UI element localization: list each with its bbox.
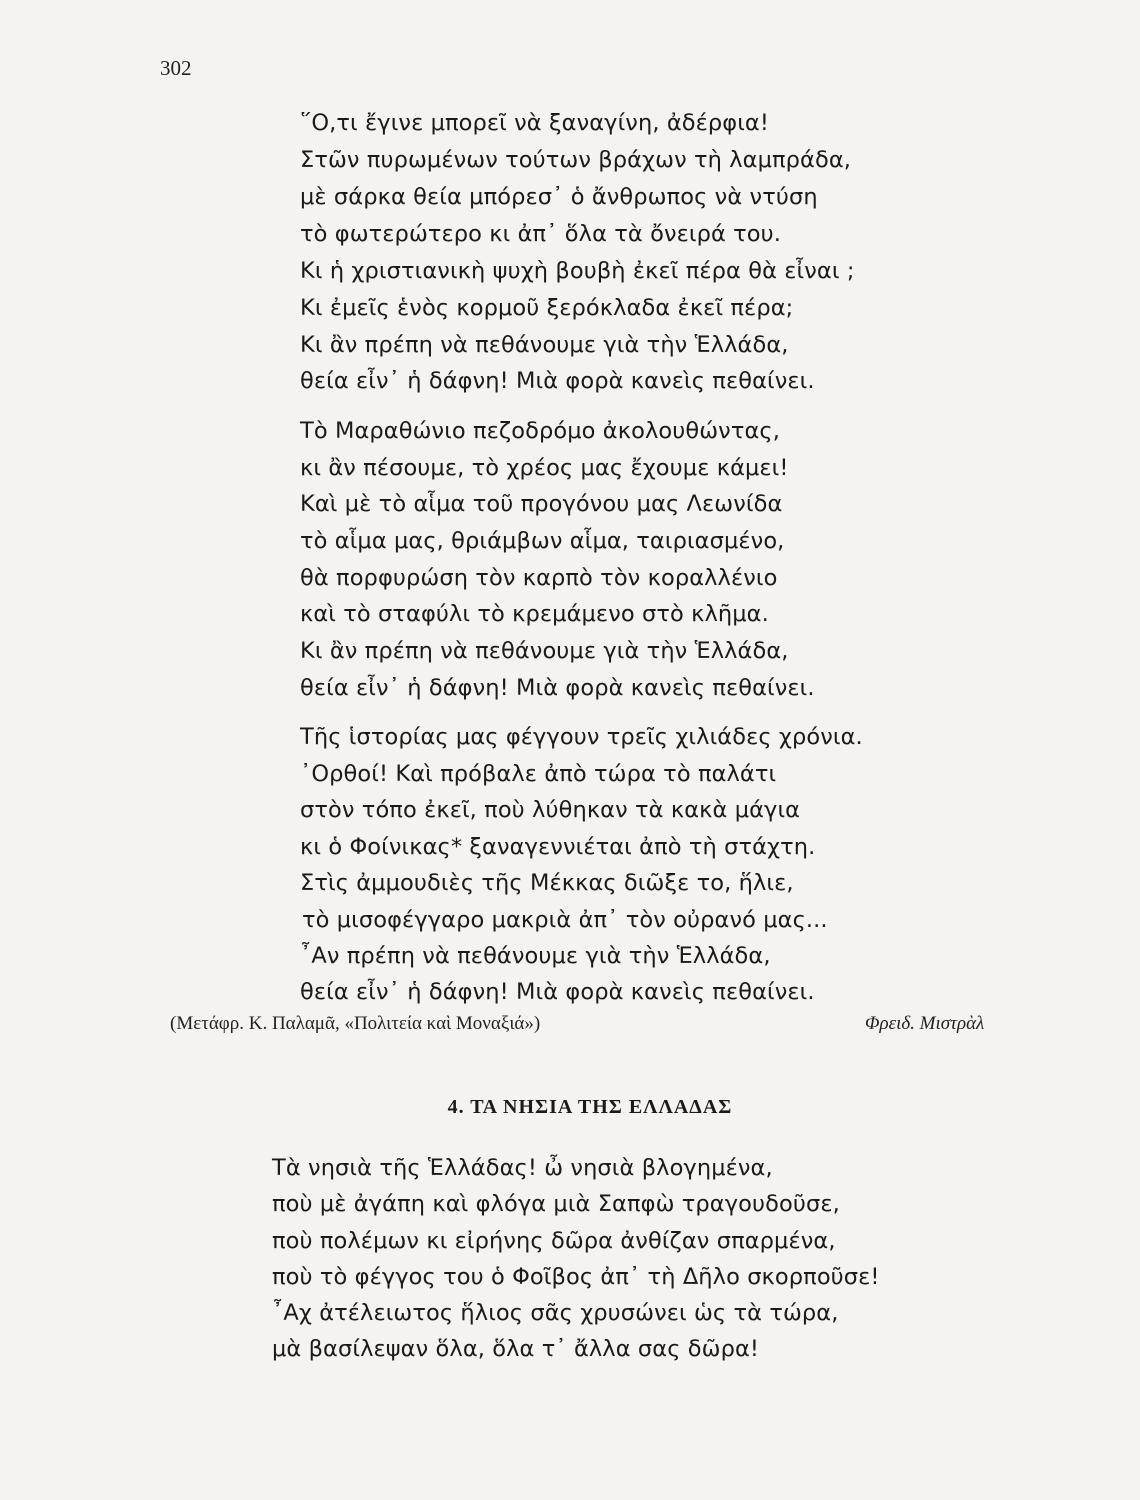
poem-line: ῞Ο,τι ἔγινε μπορεῖ νὰ ξαναγίνη, ἀδέρφια!: [300, 110, 769, 136]
poem-line: Κι ἡ χριστιανικὴ ψυχὴ βουβὴ ἐκεῖ πέρα θὰ εἶναι ;: [300, 258, 855, 284]
poem-line: θεία εἶν᾽ ἡ δάφνη! Μιὰ φορὰ κανεὶς πεθαίνει.: [300, 979, 815, 1005]
section-poem-line: ποὺ μὲ ἀγάπη καὶ φλόγα μιὰ Σαπφὼ τραγουδοῦσε,: [272, 1191, 840, 1217]
poem-line: Κι ἂν πρέπη νὰ πεθάνουμε γιὰ τὴν Ἑλλάδα,: [300, 638, 789, 664]
section-heading: 4. ΤΑ ΝΗΣΙΑ ΤΗΣ ΕΛΛΑΔΑΣ: [447, 1096, 733, 1118]
poem-line: θὰ πορφυρώση τὸν καρπὸ τὸν κοραλλένιο: [300, 565, 778, 591]
translator-credit: (Μετάφρ. Κ. Παλαμᾶ, «Πολιτεία καὶ Μοναξιά»): [170, 1013, 541, 1034]
poem-line: Κι ἂν πρέπη νὰ πεθάνουμε γιὰ τὴν Ἑλλάδα,: [300, 332, 789, 358]
section-poem-line: ῏Αχ ἀτέλειωτος ἥλιος σᾶς χρυσώνει ὡς τὰ τώρα,: [272, 1300, 839, 1326]
poem-author: Φρειδ. Μιστρὰλ: [865, 1013, 985, 1034]
section-poem-line: ποὺ τὸ φέγγος του ὁ Φοῖβος ἀπ᾽ τὴ Δῆλο σκορποῦσε!: [272, 1264, 880, 1290]
poem-line: ῏Αν πρέπη νὰ πεθάνουμε γιὰ τὴν Ἑλλάδα,: [300, 943, 771, 969]
poem-line: μὲ σάρκα θεία μπόρεσ᾽ ὁ ἄνθρωπος νὰ ντύση: [300, 184, 818, 210]
poem-line: κι ἂν πέσουμε, τὸ χρέος μας ἔχουμε κάμει!: [300, 455, 789, 481]
poem-line: θεία εἶν᾽ ἡ δάφνη! Μιὰ φορὰ κανεὶς πεθαίνει.: [300, 368, 815, 394]
poem-line: Στὶς ἀμμουδιὲς τῆς Μέκκας διῶξε το, ἥλιε,: [300, 870, 794, 896]
section-poem-line: Τὰ νησιὰ τῆς Ἑλλάδας! ὦ νησιὰ βλογημένα,: [272, 1155, 773, 1181]
section-poem-line: ποὺ πολέμων κι εἰρήνης δῶρα ἀνθίζαν σπαρμένα,: [272, 1228, 836, 1254]
poem-line: καὶ τὸ σταφύλι τὸ κρεμάμενο στὸ κλῆμα.: [300, 601, 769, 627]
poem-line: τὸ αἷμα μας, θριάμβων αἷμα, ταιριασμένο,: [300, 528, 785, 554]
poem-line: ᾽Ορθοί! Καὶ πρόβαλε ἀπὸ τώρα τὸ παλάτι: [300, 761, 777, 787]
poem-line: στὸν τόπο ἐκεῖ, ποὺ λύθηκαν τὰ κακὰ μάγια: [300, 797, 801, 823]
poem-line: τὸ φωτερώτερο κι ἀπ᾽ ὅλα τὰ ὄνειρά του.: [300, 221, 782, 247]
poem-line: Κι ἐμεῖς ἑνὸς κορμοῦ ξερόκλαδα ἐκεῖ πέρα;: [300, 295, 794, 321]
section-poem-line: μὰ βασίλεψαν ὅλα, ὅλα τ᾽ ἄλλα σας δῶρα!: [272, 1336, 760, 1362]
poem-line: θεία εἶν᾽ ἡ δάφνη! Μιὰ φορὰ κανεὶς πεθαίνει.: [300, 675, 815, 701]
poem-line: τὸ μισοφέγγαρο μακριὰ ἀπ᾽ τὸν οὐρανό μας...: [302, 907, 828, 933]
poem-line: Τῆς ἱστορίας μας φέγγουν τρεῖς χιλιάδες χρόνια.: [300, 724, 863, 750]
poem-line: Καὶ μὲ τὸ αἷμα τοῦ προγόνου μας Λεωνίδα: [300, 491, 783, 517]
poem-line: Τὸ Μαραθώνιο πεζοδρόμο ἀκολουθώντας,: [300, 418, 780, 444]
poem-line: κι ὁ Φοίνικας* ξαναγεννιέται ἀπὸ τὴ στάχτη.: [300, 834, 816, 860]
page-number: 302: [160, 56, 192, 80]
poem-line: Στῶν πυρωμένων τούτων βράχων τὴ λαμπράδα,: [300, 147, 852, 173]
